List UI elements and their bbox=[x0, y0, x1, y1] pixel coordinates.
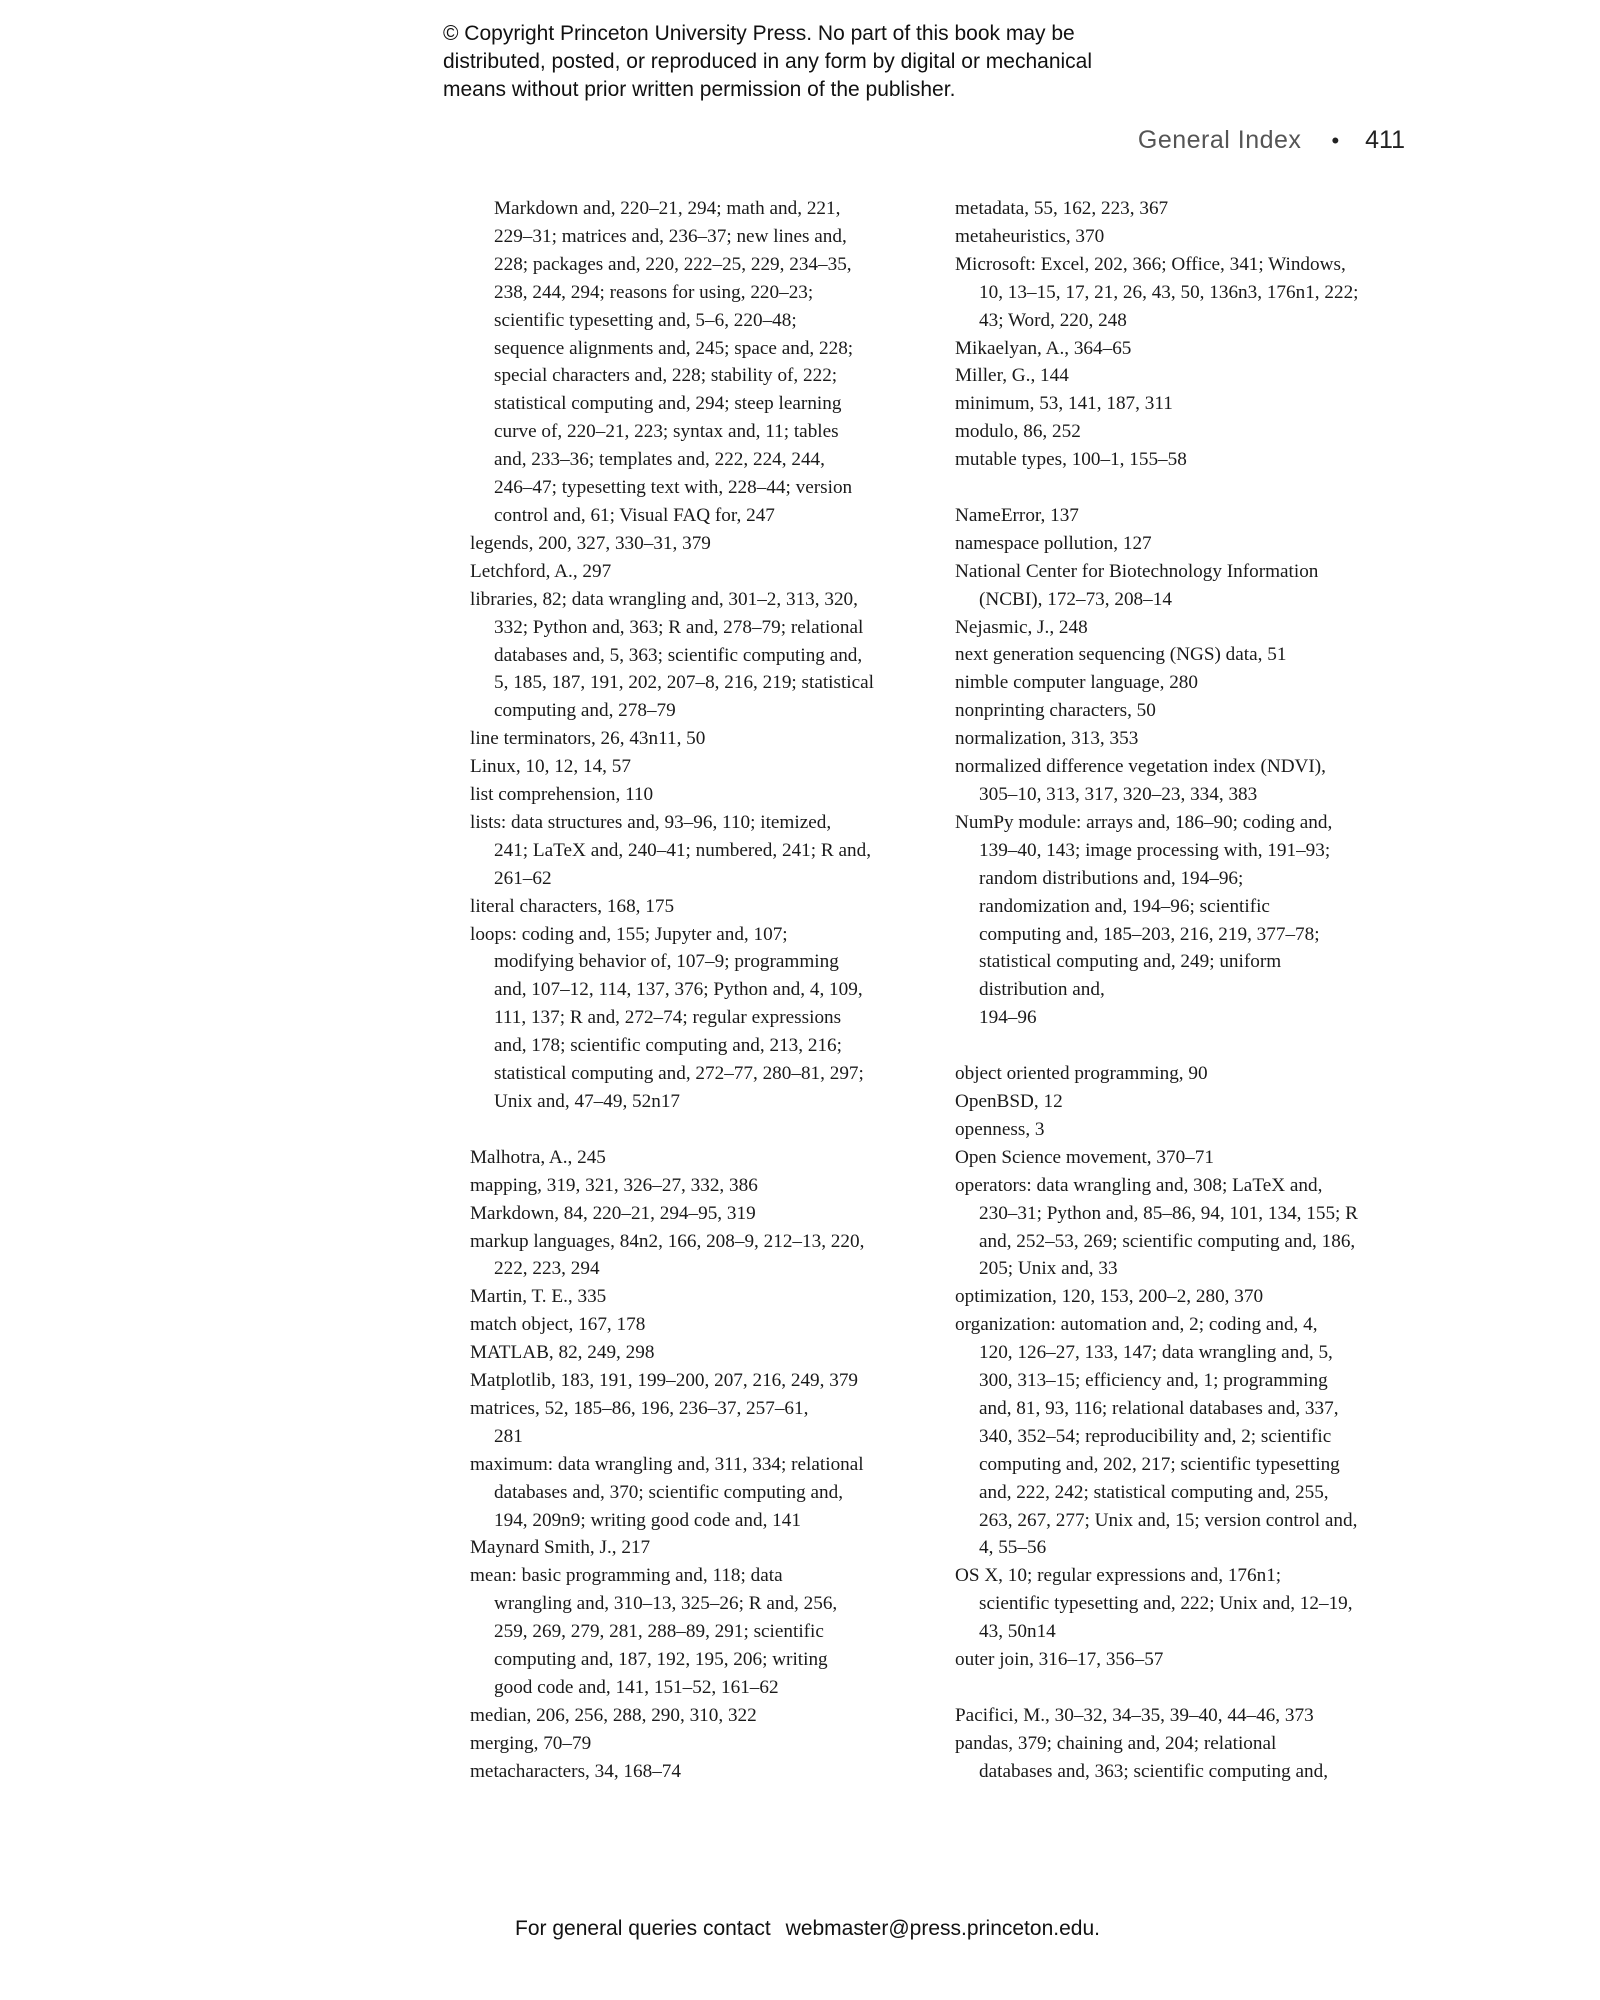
copyright-notice bbox=[443, 20, 1163, 104]
index-entry bbox=[470, 893, 940, 921]
index-entry-line: wrangling and, 310–13, 325–26; R and, 256, bbox=[494, 1593, 838, 1615]
index-entry-line: Markdown, 84, 220–21, 294–95, 319 bbox=[470, 1202, 756, 1224]
index-entry-line: merging, 70–79 bbox=[470, 1732, 592, 1754]
index-entry bbox=[955, 753, 1425, 809]
index-column-right bbox=[955, 195, 1425, 1786]
index-entry-line: next generation sequencing (NGS) data, 51 bbox=[955, 644, 1287, 666]
index-entry-line: 281 bbox=[494, 1425, 523, 1447]
index-entry bbox=[470, 195, 940, 530]
index-entry-line: control and, 61; Visual FAQ for, 247 bbox=[494, 504, 775, 526]
index-entry-line: OS X, 10; regular expressions and, 176n1; bbox=[955, 1565, 1282, 1587]
index-entry-line: 241; LaTeX and, 240–41; numbered, 241; R and, bbox=[494, 839, 872, 861]
index-entry-line: 305–10, 313, 317, 320–23, 334, 383 bbox=[979, 784, 1258, 806]
index-entry bbox=[955, 725, 1425, 753]
index-entry-line: operators: data wrangling and, 308; LaTeX and, bbox=[955, 1174, 1323, 1196]
index-entry bbox=[955, 1730, 1425, 1786]
index-entry bbox=[470, 1200, 940, 1228]
index-entry-line: NumPy module: arrays and, 186–90; coding and, bbox=[955, 811, 1333, 833]
index-entry-line: 4, 55–56 bbox=[979, 1537, 1047, 1559]
index-entry bbox=[470, 1702, 940, 1730]
footer-contact bbox=[0, 1917, 1600, 1941]
index-entry bbox=[955, 1088, 1425, 1116]
index-entry-line: metacharacters, 34, 168–74 bbox=[470, 1760, 681, 1782]
index-entry-line: 259, 269, 279, 281, 288–89, 291; scientific bbox=[494, 1621, 824, 1643]
index-entry-line: Unix and, 47–49, 52n17 bbox=[494, 1091, 681, 1112]
index-entry-line: Markdown and, 220–21, 294; math and, 221, bbox=[494, 198, 841, 219]
running-title: General Index bbox=[1137, 126, 1302, 154]
index-entry-line: modifying behavior of, 107–9; programming bbox=[494, 951, 839, 973]
section-gap bbox=[470, 1116, 940, 1144]
index-entry bbox=[955, 1144, 1425, 1172]
index-entry-line: Linux, 10, 12, 14, 57 bbox=[470, 756, 631, 778]
index-entry-line: computing and, 187, 192, 195, 206; writing bbox=[494, 1649, 828, 1671]
index-entry-line: 43; Word, 220, 248 bbox=[979, 309, 1127, 331]
index-entry-line: (NCBI), 172–73, 208–14 bbox=[979, 588, 1172, 610]
index-entry-line: 263, 267, 277; Unix and, 15; version control and, bbox=[979, 1509, 1358, 1531]
section-gap bbox=[955, 1032, 1425, 1060]
footer-text: For general queries contact bbox=[515, 1917, 771, 1940]
index-entry bbox=[470, 558, 940, 586]
index-entry bbox=[955, 251, 1425, 335]
index-entry-line: 246–47; typesetting text with, 228–44; version bbox=[494, 477, 853, 499]
index-entry-line: Letchford, A., 297 bbox=[470, 560, 612, 582]
index-entry-line: Mikaelyan, A., 364–65 bbox=[955, 337, 1132, 359]
index-entry bbox=[955, 614, 1425, 642]
index-entry-line: databases and, 363; scientific computing and, bbox=[979, 1760, 1329, 1782]
index-entry-line: Malhotra, A., 245 bbox=[470, 1146, 606, 1168]
index-entry bbox=[955, 697, 1425, 725]
index-entry-line: 139–40, 143; image processing with, 191–93; bbox=[979, 839, 1331, 861]
index-entry-line: list comprehension, 110 bbox=[470, 784, 654, 806]
index-entry-line: 238, 244, 294; reasons for using, 220–23; bbox=[494, 281, 814, 303]
index-entry-line: median, 206, 256, 288, 290, 310, 322 bbox=[470, 1704, 757, 1726]
index-entry bbox=[955, 223, 1425, 251]
index-entry-line: special characters and, 228; stability of, 222; bbox=[494, 365, 838, 387]
index-entry bbox=[955, 1646, 1425, 1674]
index-entry-line: 228; packages and, 220, 222–25, 229, 234–35, bbox=[494, 253, 852, 275]
section-gap bbox=[955, 1674, 1425, 1702]
index-entry bbox=[955, 446, 1425, 474]
index-entry-line: metaheuristics, 370 bbox=[955, 225, 1105, 247]
index-entry-line: outer join, 316–17, 356–57 bbox=[955, 1649, 1164, 1671]
index-entry bbox=[955, 195, 1425, 223]
index-entry bbox=[955, 669, 1425, 697]
index-entry-line: randomization and, 194–96; scientific bbox=[979, 895, 1270, 917]
section-gap bbox=[955, 474, 1425, 502]
index-entry-line: 300, 313–15; efficiency and, 1; programming bbox=[979, 1370, 1328, 1392]
index-entry-line: namespace pollution, 127 bbox=[955, 532, 1152, 554]
index-entry bbox=[955, 1172, 1425, 1284]
index-entry bbox=[470, 1283, 940, 1311]
index-entry-line: Matplotlib, 183, 191, 199–200, 207, 216, 249, 379 bbox=[470, 1370, 859, 1392]
index-entry-line: loops: coding and, 155; Jupyter and, 107; bbox=[470, 923, 788, 945]
index-entry-line: 340, 352–54; reproducibility and, 2; scientific bbox=[979, 1425, 1332, 1447]
index-entry-line: scientific typesetting and, 222; Unix and, 12–19, bbox=[979, 1593, 1353, 1615]
index-entry-line: sequence alignments and, 245; space and, 228; bbox=[494, 337, 854, 359]
bullet-separator: • bbox=[1331, 127, 1340, 153]
index-entry bbox=[470, 1311, 940, 1339]
footer-email-link[interactable]: webmaster@press.princeton.edu. bbox=[785, 1917, 1100, 1940]
index-entry bbox=[955, 530, 1425, 558]
index-entry-line: Microsoft: Excel, 202, 366; Office, 341; Windows, bbox=[955, 253, 1346, 275]
index-entry-line: NameError, 137 bbox=[955, 504, 1079, 526]
index-entry-line: legends, 200, 327, 330–31, 379 bbox=[470, 532, 711, 554]
index-entry bbox=[955, 1311, 1425, 1562]
index-entry-line: and, 107–12, 114, 137, 376; Python and, 4, 109, bbox=[494, 979, 863, 1001]
index-entry bbox=[955, 1060, 1425, 1088]
index-entry-line: object oriented programming, 90 bbox=[955, 1063, 1208, 1085]
index-entry-line: Pacifici, M., 30–32, 34–35, 39–40, 44–46, 373 bbox=[955, 1704, 1314, 1726]
index-entry-line: match object, 167, 178 bbox=[470, 1314, 646, 1336]
index-entry-line: 194–96 bbox=[979, 1007, 1037, 1029]
index-entry bbox=[470, 586, 940, 726]
index-entry-line: random distributions and, 194–96; bbox=[979, 867, 1244, 889]
index-entry-line: mutable types, 100–1, 155–58 bbox=[955, 449, 1187, 471]
index-entry-line: metadata, 55, 162, 223, 367 bbox=[955, 198, 1169, 219]
index-entry-line: scientific typesetting and, 5–6, 220–48; bbox=[494, 309, 797, 331]
index-entry-line: libraries, 82; data wrangling and, 301–2, 313, 320, bbox=[470, 588, 858, 610]
index-entry-line: nonprinting characters, 50 bbox=[955, 700, 1156, 722]
index-entry-line: good code and, 141, 151–52, 161–62 bbox=[494, 1677, 779, 1699]
index-entry-line: 261–62 bbox=[494, 867, 552, 889]
index-entry-line: maximum: data wrangling and, 311, 334; relational bbox=[470, 1453, 864, 1475]
index-entry bbox=[955, 1562, 1425, 1646]
index-entry-line: statistical computing and, 249; uniform bbox=[979, 951, 1282, 973]
index-entry bbox=[955, 1283, 1425, 1311]
index-entry bbox=[470, 809, 940, 893]
index-entry-line: 229–31; matrices and, 236–37; new lines and, bbox=[494, 225, 847, 247]
index-entry bbox=[955, 1702, 1425, 1730]
index-entry-line: mean: basic programming and, 118; data bbox=[470, 1565, 783, 1587]
copyright-line: means without prior written permission of the publisher. bbox=[443, 78, 956, 101]
index-entry bbox=[470, 753, 940, 781]
index-entry bbox=[470, 1562, 940, 1702]
index-entry-line: Miller, G., 144 bbox=[955, 365, 1069, 387]
index-entry bbox=[470, 781, 940, 809]
index-entry bbox=[470, 725, 940, 753]
index-entry-line: National Center for Biotechnology Information bbox=[955, 560, 1319, 582]
index-entry-line: minimum, 53, 141, 187, 311 bbox=[955, 393, 1173, 415]
index-entry-line: normalized difference vegetation index (NDVI), bbox=[955, 756, 1326, 778]
index-entry-line: matrices, 52, 185–86, 196, 236–37, 257–61, bbox=[470, 1397, 809, 1419]
index-entry bbox=[470, 921, 940, 1116]
index-entry-line: Nejasmic, J., 248 bbox=[955, 616, 1088, 638]
index-entry-line: and, 252–53, 269; scientific computing and, 186, bbox=[979, 1230, 1356, 1252]
index-entry bbox=[955, 390, 1425, 418]
index-entry bbox=[470, 1228, 940, 1284]
index-entry-line: line terminators, 26, 43n11, 50 bbox=[470, 728, 706, 750]
index-entry-line: computing and, 185–203, 216, 219, 377–78; bbox=[979, 923, 1320, 945]
index-entry bbox=[470, 1451, 940, 1535]
index-entry-line: Maynard Smith, J., 217 bbox=[470, 1537, 651, 1559]
index-entry bbox=[955, 558, 1425, 614]
index-entry-line: databases and, 370; scientific computing and, bbox=[494, 1481, 844, 1503]
index-entry-line: 332; Python and, 363; R and, 278–79; relational bbox=[494, 616, 864, 638]
index-entry bbox=[470, 1534, 940, 1562]
copyright-line: distributed, posted, or reproduced in any form by digital or mechanical bbox=[443, 50, 1093, 73]
index-entry bbox=[470, 1144, 940, 1172]
index-entry-line: and, 178; scientific computing and, 213, 216; bbox=[494, 1035, 842, 1057]
index-entry-line: nimble computer language, 280 bbox=[955, 672, 1198, 694]
index-entry-line: and, 233–36; templates and, 222, 224, 244, bbox=[494, 449, 825, 471]
index-entry-line: optimization, 120, 153, 200–2, 280, 370 bbox=[955, 1286, 1264, 1308]
index-entry-line: markup languages, 84n2, 166, 208–9, 212–13, 220, bbox=[470, 1230, 865, 1252]
index-entry-line: databases and, 5, 363; scientific computing and, bbox=[494, 644, 863, 666]
index-entry bbox=[955, 362, 1425, 390]
index-entry-line: pandas, 379; chaining and, 204; relational bbox=[955, 1732, 1277, 1754]
index-entry-line: 10, 13–15, 17, 21, 26, 43, 50, 136n3, 176n1, 222; bbox=[979, 281, 1359, 303]
index-entry-line: MATLAB, 82, 249, 298 bbox=[470, 1342, 655, 1364]
index-entry-line: 205; Unix and, 33 bbox=[979, 1258, 1118, 1280]
index-entry-line: computing and, 278–79 bbox=[494, 700, 676, 722]
index-entry-line: lists: data structures and, 93–96, 110; itemized, bbox=[470, 811, 832, 833]
index-entry bbox=[470, 1339, 940, 1367]
index-entry-line: Open Science movement, 370–71 bbox=[955, 1146, 1214, 1168]
index-entry-line: openness, 3 bbox=[955, 1118, 1045, 1140]
index-entry-line: mapping, 319, 321, 326–27, 332, 386 bbox=[470, 1174, 758, 1196]
index-entry-line: statistical computing and, 294; steep learning bbox=[494, 393, 842, 415]
index-entry bbox=[470, 1172, 940, 1200]
index-entry-line: and, 81, 93, 116; relational databases and, 337, bbox=[979, 1397, 1339, 1419]
index-entry-line: Martin, T. E., 335 bbox=[470, 1286, 607, 1308]
index-entry-line: literal characters, 168, 175 bbox=[470, 895, 675, 917]
index-entry bbox=[955, 809, 1425, 1032]
index-entry-line: curve of, 220–21, 223; syntax and, 11; tables bbox=[494, 421, 839, 443]
index-entry bbox=[955, 1116, 1425, 1144]
index-entry bbox=[955, 641, 1425, 669]
index-entry-line: distribution and, bbox=[979, 979, 1105, 1001]
index-entry-line: 230–31; Python and, 85–86, 94, 101, 134, 155; R bbox=[979, 1202, 1358, 1224]
index-entry-line: 111, 137; R and, 272–74; regular expressions bbox=[494, 1007, 842, 1029]
index-entry-line: modulo, 86, 252 bbox=[955, 421, 1081, 443]
index-entry-line: 5, 185, 187, 191, 202, 207–8, 216, 219; statistical bbox=[494, 672, 875, 694]
index-entry bbox=[470, 1395, 940, 1451]
index-entry-line: normalization, 313, 353 bbox=[955, 728, 1139, 750]
index-entry-line: organization: automation and, 2; coding and, 4, bbox=[955, 1314, 1318, 1336]
index-entry-line: OpenBSD, 12 bbox=[955, 1090, 1063, 1112]
index-entry bbox=[470, 1367, 940, 1395]
copyright-line: © Copyright Princeton University Press. No part of this book may be bbox=[443, 22, 1075, 45]
index-entry-line: statistical computing and, 272–77, 280–81, 297; bbox=[494, 1063, 864, 1085]
index-entry-line: 120, 126–27, 133, 147; data wrangling and, 5, bbox=[979, 1342, 1333, 1364]
index-entry bbox=[955, 418, 1425, 446]
index-entry bbox=[470, 530, 940, 558]
index-column-left bbox=[470, 195, 940, 1786]
index-entry-line: 43, 50n14 bbox=[979, 1621, 1056, 1643]
running-head bbox=[1138, 126, 1405, 155]
index-entry-line: 194, 209n9; writing good code and, 141 bbox=[494, 1509, 801, 1531]
index-entry bbox=[470, 1758, 940, 1786]
page-number: 411 bbox=[1365, 126, 1405, 154]
index-entry-line: 222, 223, 294 bbox=[494, 1258, 600, 1280]
index-entry-line: and, 222, 242; statistical computing and, 255, bbox=[979, 1481, 1329, 1503]
index-entry bbox=[955, 335, 1425, 363]
index-entry bbox=[955, 502, 1425, 530]
index-entry bbox=[470, 1730, 940, 1758]
index-entry-line: computing and, 202, 217; scientific typesetting bbox=[979, 1453, 1340, 1475]
